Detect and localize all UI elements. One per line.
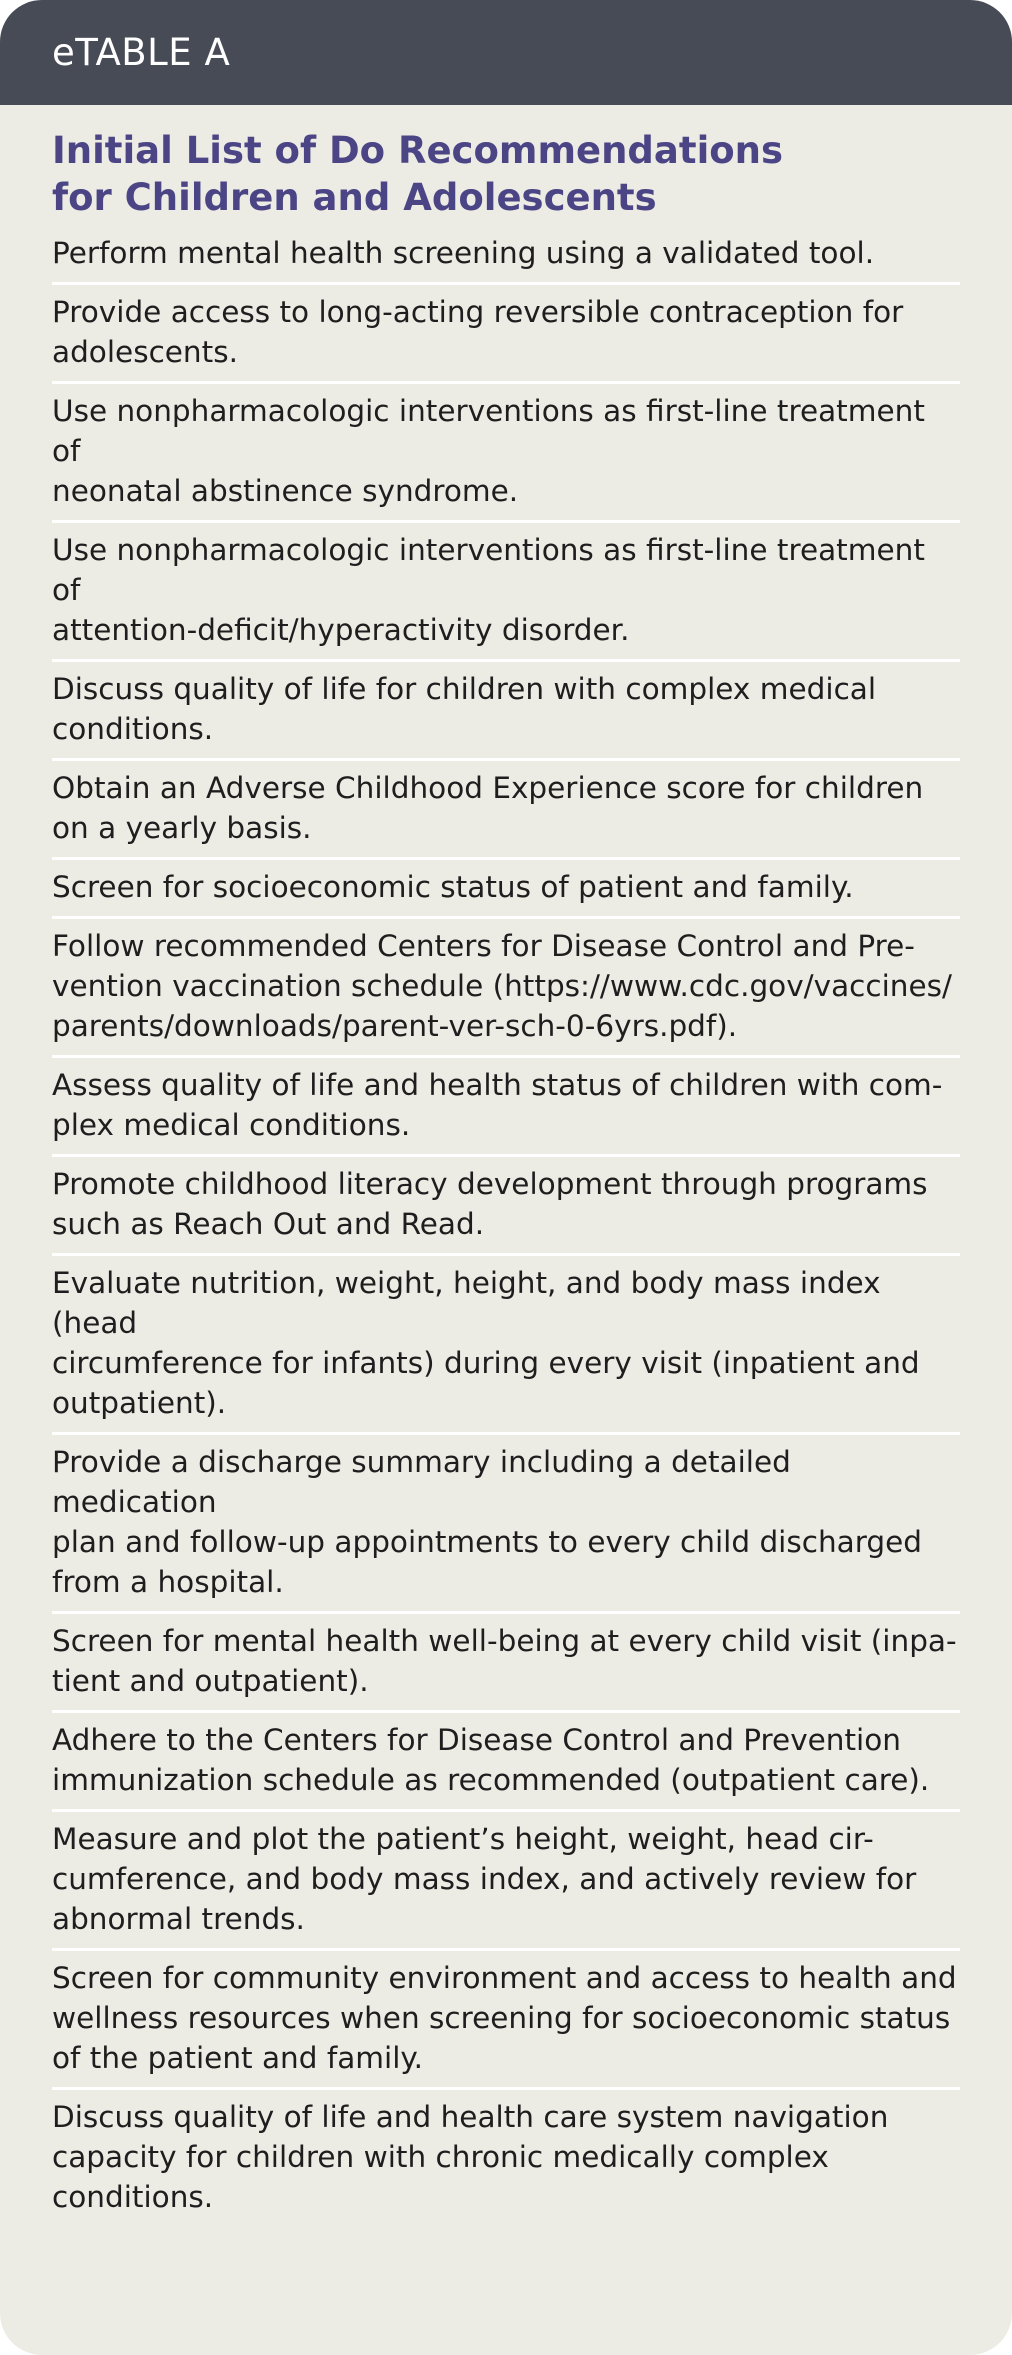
recommendation-line: Discuss quality of life for children with complex medical xyxy=(52,672,877,706)
recommendation-item xyxy=(52,233,960,285)
recommendation-line: such as Reach Out and Read. xyxy=(52,1207,485,1241)
recommendation-item xyxy=(52,761,960,860)
recommendation-item xyxy=(52,1058,960,1157)
table-label: eTABLE A xyxy=(52,31,231,74)
recommendation-line: Use nonpharmacologic interventions as first-line treatment of xyxy=(52,533,925,607)
recommendation-line: from a hospital. xyxy=(52,1565,284,1599)
table-title-line: for Children and Adolescents xyxy=(52,176,657,219)
recommendation-line: Assess quality of life and health status of children with com- xyxy=(52,1068,943,1102)
recommendation-line: on a yearly basis. xyxy=(52,811,312,845)
recommendation-line: Adhere to the Centers for Disease Control and Prevention xyxy=(52,1723,902,1757)
recommendation-line: Discuss quality of life and health care system navigation xyxy=(52,2100,889,2134)
recommendation-line: abnormal trends. xyxy=(52,1902,305,1936)
recommendation-line: Evaluate nutrition, weight, height, and body mass index (head xyxy=(52,1266,881,1340)
table-title-line: Initial List of Do Recommendations xyxy=(52,129,784,172)
recommendation-line: of the patient and family. xyxy=(52,2041,424,2075)
recommendation-item xyxy=(52,1435,960,1614)
recommendation-item xyxy=(52,2090,960,2226)
recommendation-line: attention-deficit/hyperactivity disorder. xyxy=(52,613,630,647)
recommendation-line: cumference, and body mass index, and actively review for xyxy=(52,1862,917,1896)
recommendation-item xyxy=(52,384,960,523)
recommendation-item xyxy=(52,285,960,384)
recommendation-line: immunization schedule as recommended (outpatient care). xyxy=(52,1763,930,1797)
recommendation-line: adolescents. xyxy=(52,335,238,369)
recommendation-line: plan and follow-up appointments to every child discharged xyxy=(52,1525,922,1559)
recommendation-line: Perform mental health screening using a validated tool. xyxy=(52,236,875,270)
recommendation-line: Promote childhood literacy development through programs xyxy=(52,1167,928,1201)
recommendation-line: neonatal abstinence syndrome. xyxy=(52,474,519,508)
recommendation-line: outpatient). xyxy=(52,1386,227,1420)
recommendation-line: Provide a discharge summary including a detailed medication xyxy=(52,1445,791,1519)
recommendation-item xyxy=(52,662,960,761)
recommendation-line: parents/downloads/parent-ver-sch-0-6yrs.pdf). xyxy=(52,1009,738,1043)
recommendation-line: Use nonpharmacologic interventions as first-line treatment of xyxy=(52,394,925,468)
recommendation-line: Screen for mental health well-being at every child visit (inpa- xyxy=(52,1624,957,1658)
recommendation-item xyxy=(52,1812,960,1951)
table-header xyxy=(0,0,1012,105)
recommendation-line: conditions. xyxy=(52,712,214,746)
recommendation-line: Screen for socioeconomic status of patient and family. xyxy=(52,870,854,904)
recommendation-item xyxy=(52,1951,960,2090)
recommendation-item xyxy=(52,1256,960,1435)
recommendation-line: Follow recommended Centers for Disease Control and Pre- xyxy=(52,929,915,963)
recommendation-line: Provide access to long-acting reversible contraception for xyxy=(52,295,904,329)
recommendation-item xyxy=(52,1157,960,1256)
recommendation-item xyxy=(52,1614,960,1713)
recommendation-line: Screen for community environment and access to health and xyxy=(52,1961,957,1995)
recommendation-item xyxy=(52,919,960,1058)
recommendation-line: Obtain an Adverse Childhood Experience score for children xyxy=(52,771,924,805)
recommendation-item xyxy=(52,1713,960,1812)
recommendation-line: plex medical conditions. xyxy=(52,1108,411,1142)
recommendation-item xyxy=(52,860,960,919)
recommendation-line: tient and outpatient). xyxy=(52,1664,369,1698)
recommendation-line: circumference for infants) during every visit (inpatient and xyxy=(52,1346,920,1380)
recommendation-line: wellness resources when screening for socioeconomic status xyxy=(52,2001,951,2035)
recommendation-list xyxy=(52,233,960,2226)
table-title xyxy=(52,127,952,221)
recommendation-line: Measure and plot the patient’s height, weight, head cir- xyxy=(52,1822,874,1856)
recommendation-item xyxy=(52,523,960,662)
recommendation-line: vention vaccination schedule (https://www.cdc.gov/vaccines/ xyxy=(52,969,952,1003)
recommendation-line: conditions. xyxy=(52,2180,214,2214)
recommendation-line: capacity for children with chronic medically complex xyxy=(52,2140,829,2174)
